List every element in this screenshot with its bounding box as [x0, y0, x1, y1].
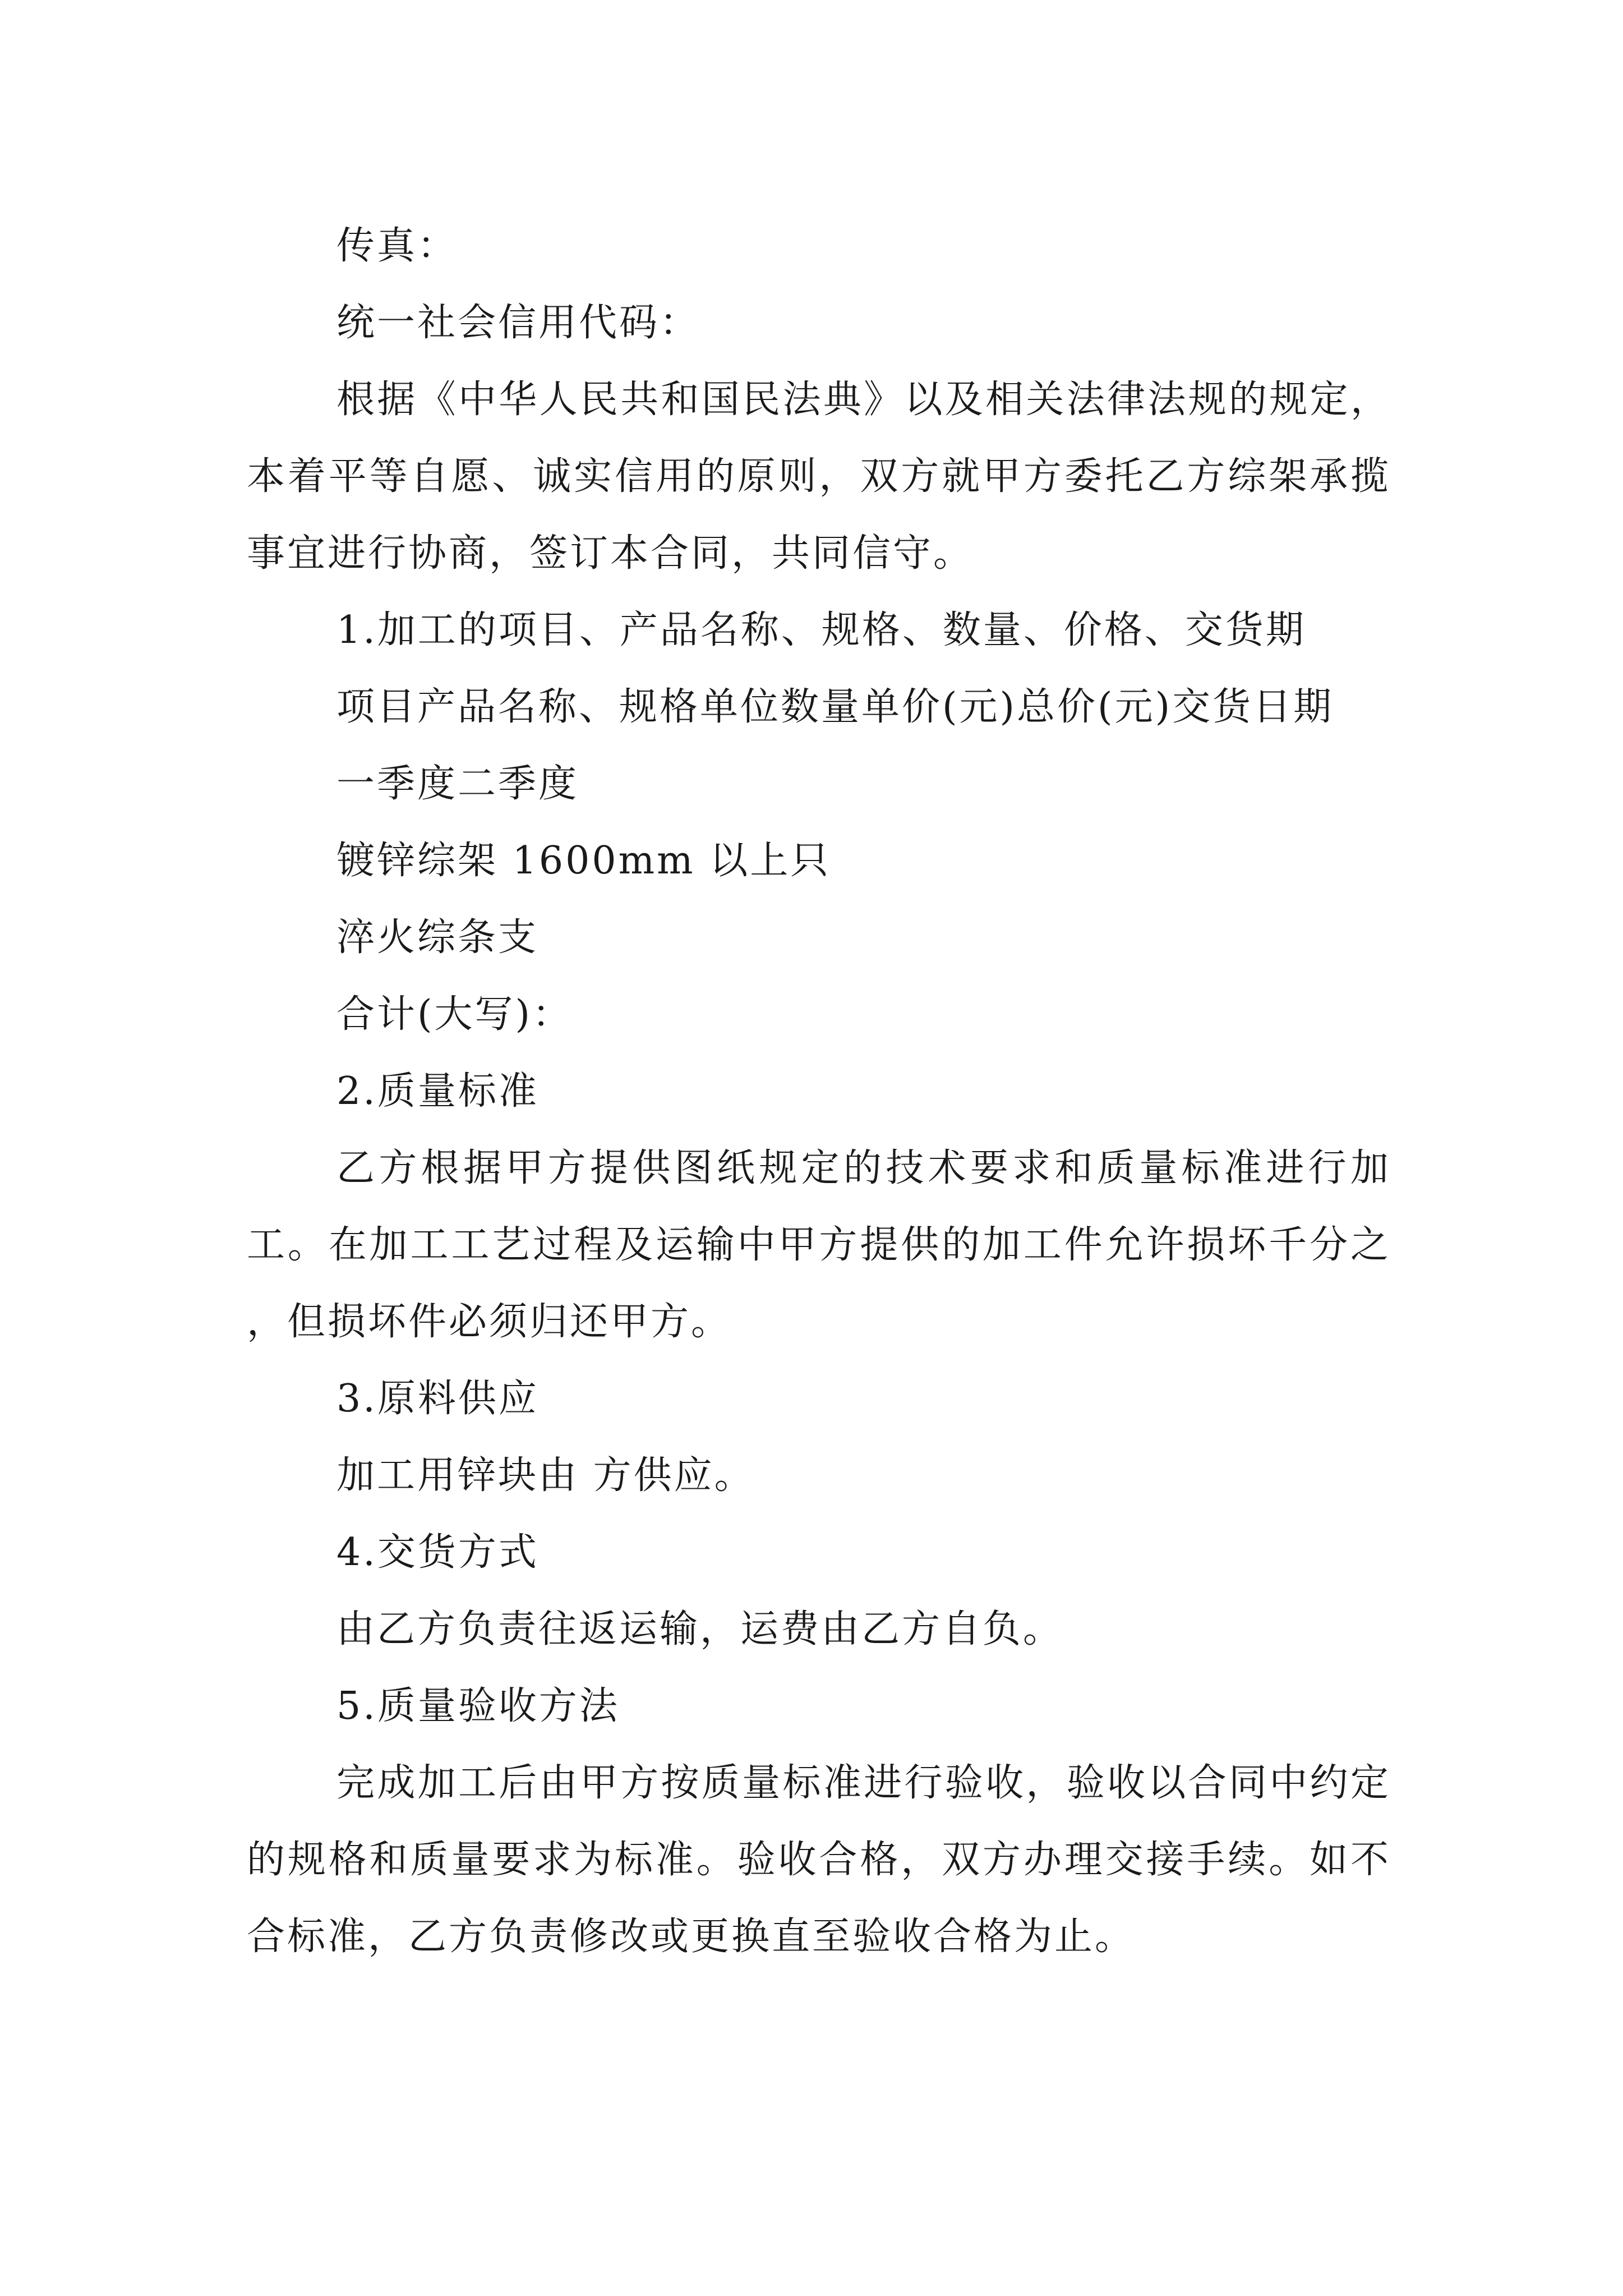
material-supply-paragraph: 加工用锌块由 方供应。 [336, 1453, 755, 1498]
acceptance-paragraph: 完成加工后由甲方按质量标准进行验收，验收以合同中约定的规格和质量要求为标准。验收合格，双方办理交接手续。如不合标准，乙方负责修改或更换直至验收合格为止。 [247, 1761, 1391, 1959]
quality-standard-paragraph: 乙方根据甲方提供图纸规定的技术要求和质量标准进行加工。在加工工艺过程及运输中甲方提供的加工件允许损坏千分之 ，但损坏件必须归还甲方。 [247, 1146, 1391, 1344]
section-2-heading: 2.质量标准 [336, 1069, 539, 1114]
section-4-heading: 4.交货方式 [336, 1530, 539, 1575]
section-1-heading: 1.加工的项目、产品名称、规格、数量、价格、交货期 [336, 608, 1306, 652]
preamble-paragraph: 根据《中华人民共和国民法典》以及相关法律法规的规定，本着平等自愿、诚实信用的原则，双方就甲方委托乙方综架承揽事宜进行协商，签订本合同，共同信守。 [247, 378, 1391, 576]
credit-code-line: 统一社会信用代码： [336, 301, 700, 345]
document-body [247, 208, 1391, 1975]
item-galvanized-frame: 镀锌综架 1600mm 以上只 [336, 839, 831, 883]
section-5-heading: 5.质量验收方法 [336, 1684, 620, 1728]
fax-line: 传真： [336, 224, 458, 268]
item-quenched-strip: 淬火综条支 [336, 915, 539, 960]
total-line: 合计(大写)： [336, 992, 573, 1037]
table-header-line: 项目产品名称、规格单位数量单价(元)总价(元)交货日期 [336, 685, 1334, 729]
quarter-line: 一季度二季度 [336, 762, 579, 806]
delivery-paragraph: 由乙方负责往返运输，运费由乙方自负。 [336, 1607, 1064, 1651]
section-3-heading: 3.原料供应 [336, 1377, 539, 1421]
